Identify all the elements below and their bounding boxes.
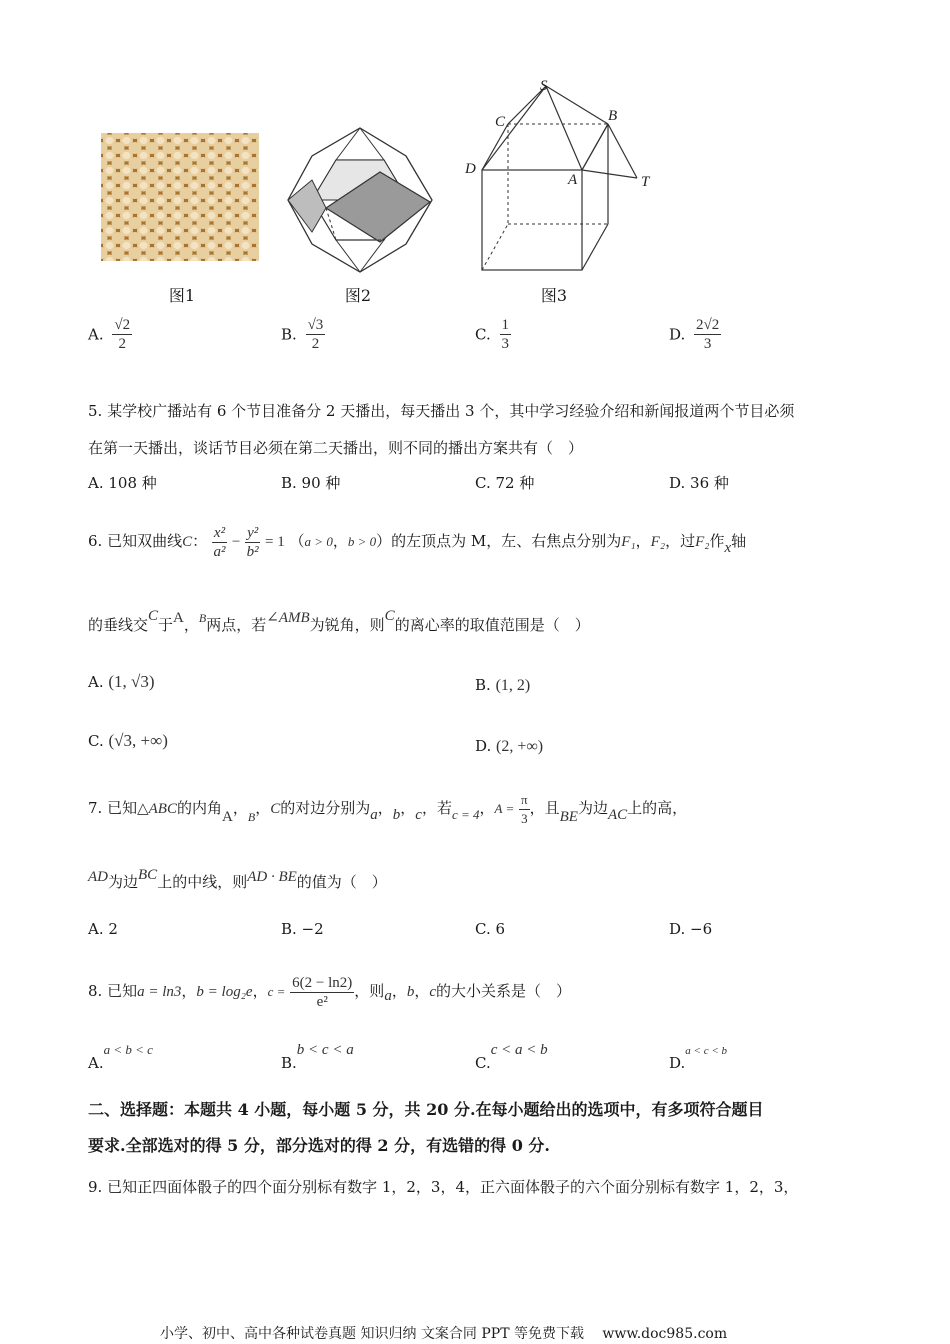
q7-c4: ，	[400, 799, 416, 817]
q5-option-d[interactable]: D. 36 种	[669, 474, 729, 492]
figure3-cube-diagram	[462, 74, 662, 274]
q8-option-a[interactable]	[88, 1040, 153, 1072]
q5-line1: 5. 某学校广播站有 6 个节目准备分 2 天播出，每天播出 3 个，其中学习经验介绍和新闻报道两个节目必须	[88, 402, 795, 420]
q5-option-a[interactable]: A. 108 种	[88, 474, 157, 492]
q4-c-fraction: $\frac{1}{3}$	[501, 317, 509, 352]
q4-a-label: A.	[88, 325, 104, 344]
q7-c5: ，若	[421, 799, 452, 817]
q6-option-d[interactable]	[475, 737, 543, 756]
q6-option-b[interactable]	[475, 676, 530, 695]
q7-BE: BE	[559, 809, 578, 825]
q8-d-label: D.	[669, 1054, 686, 1072]
q4-b-label: B.	[281, 325, 297, 344]
q6-yu: 于	[158, 616, 174, 634]
q7-c1: ，	[232, 799, 248, 817]
label-S: S	[540, 78, 548, 94]
q6-mid2: ，过	[665, 532, 696, 550]
q6-c3: C	[384, 608, 395, 624]
q8-pre: 8. 已知	[88, 982, 138, 1000]
q7-AD: AD	[88, 869, 108, 885]
q6-x-fraction: $\frac{\text{x²}}{\text{a²}}$	[213, 524, 226, 560]
q6-zuo: 作	[709, 532, 725, 550]
q6-equals-one: = 1	[265, 534, 285, 550]
q8-option-b[interactable]	[281, 1040, 354, 1072]
q5-option-c[interactable]: C. 72 种	[475, 474, 535, 492]
label-C: C	[495, 114, 506, 130]
q7-pi-fraction: $\frac{\pi}{3}$	[521, 791, 528, 826]
q7-B: B	[247, 810, 256, 824]
q6-option-a[interactable]	[88, 672, 155, 692]
q6-A: A	[173, 610, 184, 626]
q6-line2	[88, 605, 590, 646]
q6-sep: ，	[635, 532, 651, 550]
q7-t3: ，且	[529, 799, 560, 817]
q6-line2-end: 的离心率的取值范围是（ ）	[394, 616, 590, 634]
q6-y-fraction: $\frac{\text{y²}}{\text{b²}}$	[246, 524, 259, 560]
q6-zhou: 轴	[731, 532, 747, 550]
q6-F1: F₁	[621, 534, 636, 550]
q6-colon: ：	[192, 532, 208, 550]
q7-t2: 的对边分别为	[280, 799, 371, 817]
q7-A: A	[221, 809, 233, 825]
q6-cond-open: （	[289, 532, 305, 550]
q7-t7: 上的中线，则	[157, 873, 248, 891]
q8-a: a	[384, 988, 392, 1004]
q7-C: C	[270, 801, 281, 817]
q7-t8: 的值为（ ）	[296, 873, 387, 891]
q8-c5: ，	[414, 982, 430, 1000]
q8-option-d[interactable]	[669, 1040, 727, 1072]
q8-c-label: C.	[475, 1054, 491, 1072]
honeycomb-image	[101, 133, 259, 261]
q8-tail: 的大小关系是（ ）	[436, 982, 572, 1000]
section2-heading-line2: 要求.全部选对的得 5 分，部分选对的得 2 分，有选错的得 0 分.	[88, 1136, 550, 1155]
q7-c: c	[415, 807, 422, 823]
q8-c-fraction: $\frac{6(2 - \ln 2)}{\text{e²}}$	[292, 974, 353, 1010]
label-B: B	[608, 108, 618, 124]
q7-dot-product: AD · BE	[247, 869, 297, 885]
q6-c-value: (√3, +∞)	[108, 731, 168, 750]
q6-F2b: F₂	[695, 534, 710, 550]
q7-BC: BC	[138, 867, 158, 883]
q6-cond-b: b > 0	[347, 534, 377, 549]
q6-line2-mid: 两点，若	[206, 616, 267, 634]
q8-a-label: A.	[88, 1054, 104, 1072]
q7-t6: 为边	[108, 873, 139, 891]
q8-option-c[interactable]	[475, 1040, 548, 1072]
q4-d-label: D.	[669, 325, 686, 344]
q6-line1	[88, 510, 746, 573]
q7-t5: 上的高，	[627, 799, 688, 817]
q8-b-label: B.	[281, 1054, 297, 1072]
figure2-polyhedron	[284, 124, 434, 274]
section2-heading-line1: 二、选择题：本题共 4 小题，每小题 5 分，共 20 分.在每小题给出的选项中，有多项符合题目	[88, 1100, 764, 1119]
q6-line2-mid2: 为锐角，则	[309, 616, 385, 634]
q6-cond-a: a > 0	[304, 534, 333, 549]
q9-line1: 9. 已知正四面体骰子的四个面分别标有数字 1，2，3，4，正六面体骰子的六个面分别标有数字 1，2，3，	[88, 1178, 799, 1196]
q8-c: c	[429, 984, 437, 1000]
q6-a-label: A.	[88, 673, 104, 691]
q6-angle: ∠AMB	[266, 610, 310, 626]
q6-d-label: D.	[475, 737, 492, 755]
q8-b-equals: b = log₂e	[196, 984, 253, 1000]
q8-a-value: a < b < c	[103, 1042, 153, 1057]
q8-c-value: c < a < b	[490, 1042, 548, 1058]
q7-a: a	[370, 807, 378, 823]
figure1-caption: 图1	[168, 286, 196, 305]
q4-option-d[interactable]	[669, 316, 721, 353]
q4-option-c[interactable]	[475, 316, 511, 353]
q8-c4: ，	[391, 982, 407, 1000]
label-T: T	[641, 174, 650, 190]
q8-b-value: b < c < a	[296, 1042, 354, 1058]
page-footer: 小学、初中、高中各种试卷真题 知识归纳 文案合同 PPT 等免费下载 www.doc985.com	[160, 1326, 728, 1342]
q4-option-a[interactable]	[88, 316, 132, 353]
q7-b: b	[392, 807, 401, 823]
q6-b-label: B.	[475, 676, 491, 694]
q8-c1: ，	[181, 982, 197, 1000]
q6-prefix: 6. 已知双曲线	[88, 532, 183, 550]
q8-c3: ，则	[354, 982, 385, 1000]
q6-line2-pre: 的垂线交	[88, 616, 149, 634]
q7-line1	[88, 788, 687, 829]
q7-pre: 7. 已知	[88, 799, 138, 817]
q6-b-value: (1, 2)	[495, 677, 531, 694]
q8-d-value: a < c < b	[685, 1045, 727, 1057]
q4-option-b[interactable]	[281, 316, 325, 353]
q7-t1: 的内角	[176, 799, 222, 817]
q7-c3: ，	[377, 799, 393, 817]
q8-c2: ，	[252, 982, 268, 1000]
q6-d-value: (2, +∞)	[496, 738, 544, 755]
q5-line2: 在第一天播出，谈话节目必须在第二天播出，则不同的播出方案共有（ ）	[88, 439, 584, 457]
figure3-caption: 图3	[540, 286, 568, 305]
q7-A-equals: A =	[494, 801, 515, 816]
q6-curve-c: C	[182, 534, 193, 550]
q4-b-fraction: $\frac{√3}{2}$	[307, 317, 324, 352]
q4-a-fraction: $\frac{√2}{2}$	[114, 317, 131, 352]
q6-option-c[interactable]	[88, 731, 168, 751]
q7-c2: ，	[255, 799, 271, 817]
q6-x-axis: x	[724, 540, 732, 556]
q7-option-c[interactable]: C. 6	[475, 920, 506, 938]
q6-comma: ，	[332, 532, 348, 550]
q7-option-d[interactable]: D. −6	[669, 920, 713, 938]
q6-mid: ）的左顶点为 M，左、右焦点分别为	[376, 532, 622, 550]
q7-c6: ，	[479, 799, 495, 817]
q4-d-fraction: $\frac{2√2}{3}$	[696, 317, 720, 352]
q8-c-equals: c =	[267, 984, 286, 999]
q7-AC: AC	[607, 807, 628, 823]
q7-option-b[interactable]: B. −2	[281, 920, 324, 938]
q8-line	[88, 956, 571, 1027]
figure2-caption: 图2	[344, 286, 372, 305]
q6-a-value: (1, √3)	[108, 672, 155, 691]
q7-triangle: △ABC	[137, 801, 177, 817]
label-A: A	[568, 172, 578, 188]
q7-c-equals: c = 4	[451, 807, 480, 822]
q7-t4: 为边	[577, 799, 608, 817]
q6-comma2: ，	[183, 616, 199, 634]
q8-b: b	[406, 984, 415, 1000]
honeycomb-pattern	[101, 133, 259, 261]
q6-c-label: C.	[88, 732, 104, 750]
q8-a-equals: a = ln3	[137, 984, 182, 1000]
q6-B: B	[198, 611, 207, 625]
q5-option-b[interactable]: B. 90 种	[281, 474, 341, 492]
q7-line2	[88, 862, 387, 903]
q6-F2: F₂	[650, 534, 666, 550]
q4-c-label: C.	[475, 325, 491, 344]
q7-option-a[interactable]: A. 2	[88, 920, 118, 938]
q6-minus: −	[231, 534, 241, 550]
label-D: D	[465, 161, 476, 177]
q6-c2: C	[148, 608, 159, 624]
